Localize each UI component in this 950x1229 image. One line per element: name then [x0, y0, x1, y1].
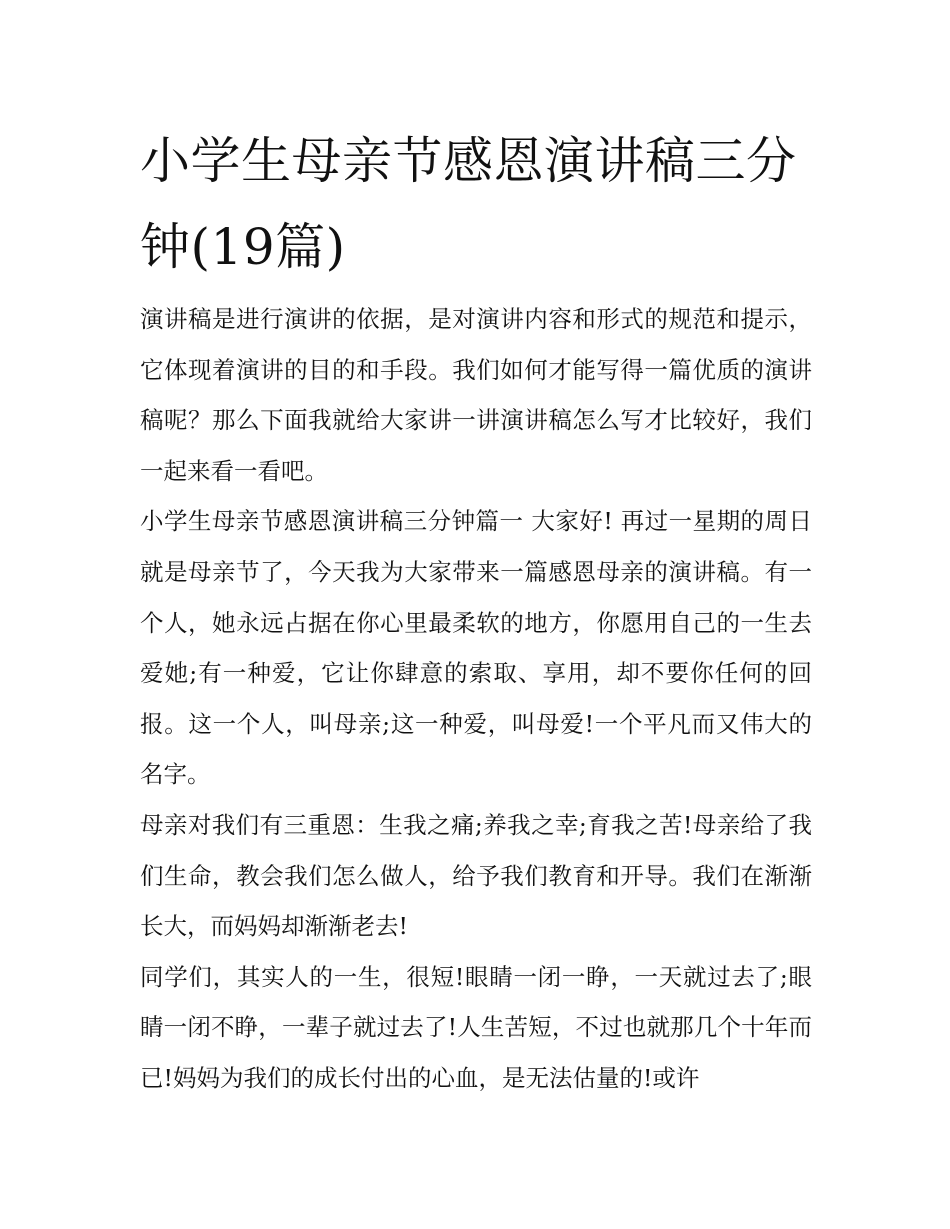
paragraph-intro: 演讲稿是进行演讲的依据，是对演讲内容和形式的规范和提示，它体现着演讲的目的和手段。我们如何才能写得一篇优质的演讲稿呢？那么下面我就给大家讲一讲演讲稿怎么写才比较好，我们一起来看一看吧。 [140, 305, 812, 485]
paragraph-speech-1: 小学生母亲节感恩演讲稿三分钟篇一 大家好! 再过一星期的周日就是母亲节了，今天我为大家带来一篇感恩母亲的演讲稿。有一个人，她永远占据在你心里最柔软的地方，你愿用自己的一生去爱她;有一种爱，它让你肆意的索取、享用，却不要你任何的回报。这一个人，叫母亲;这一种爱，叫母爱!一个平凡而又伟大的名字。 [140, 507, 812, 789]
paragraph-life-short: 同学们，其实人的一生，很短!眼睛一闭一睁，一天就过去了;眼睛一闭不睁，一辈子就过去了!人生苦短，不过也就那几个十年而已!妈妈为我们的成长付出的心血，是无法估量的!或许 [140, 962, 812, 1092]
document-title: 小学生母亲节感恩演讲稿三分钟(19篇) [140, 132, 797, 276]
document-page [140, 118, 812, 1104]
paragraph-three-graces: 母亲对我们有三重恩：生我之痛;养我之幸;育我之苦!母亲给了我们生命，教会我们怎么做人，给予我们教育和开导。我们在渐渐长大，而妈妈却渐渐老去! [140, 810, 812, 941]
